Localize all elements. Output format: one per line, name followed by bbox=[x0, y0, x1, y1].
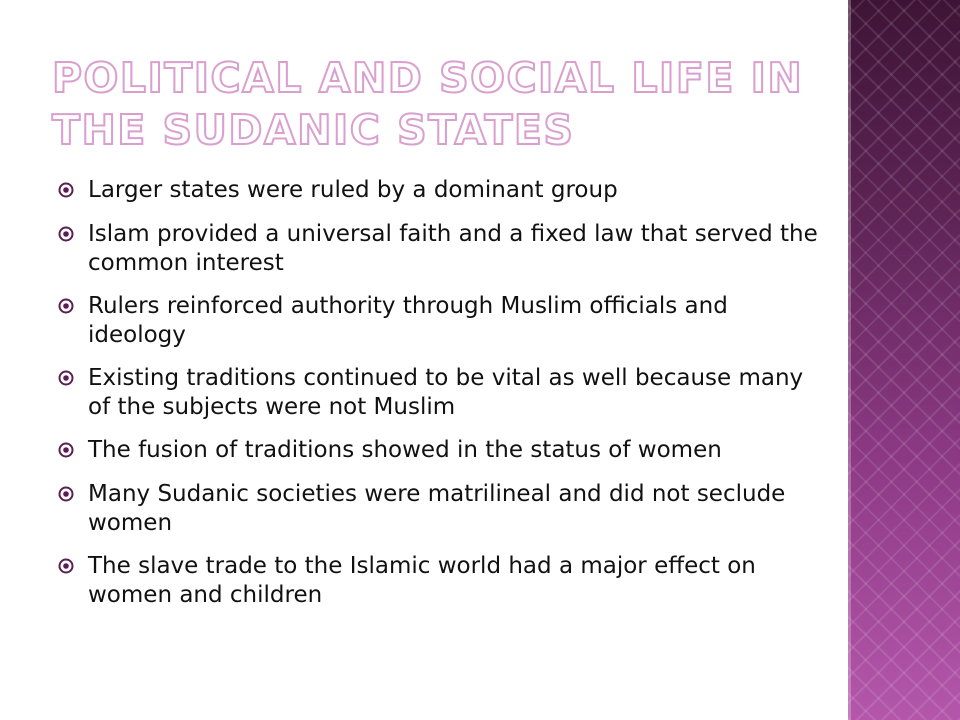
bullet-item bbox=[58, 550, 818, 610]
bullet-text: The fusion of traditions showed in the status of women bbox=[88, 437, 722, 463]
bullet-text: Many Sudanic societies were matrilineal and did not seclude women bbox=[88, 481, 786, 536]
bullet-text: The slave trade to the Islamic world had a major effect on women and children bbox=[88, 553, 756, 608]
bullet-text: Islam provided a universal faith and a fixed law that served the common interest bbox=[88, 221, 818, 276]
side-panel-edge bbox=[848, 0, 851, 720]
circled-dot-icon bbox=[58, 218, 88, 250]
bullet-item bbox=[58, 362, 818, 422]
circled-dot-icon bbox=[58, 362, 88, 394]
slide-title: POLITICAL AND SOCIAL LIFE IN THE SUDANIC STATES bbox=[52, 54, 804, 154]
bullet-item bbox=[58, 478, 818, 538]
circled-dot-icon bbox=[58, 290, 88, 322]
bullet-list bbox=[58, 174, 818, 622]
circled-dot-icon bbox=[58, 550, 88, 582]
circled-dot-icon bbox=[58, 174, 88, 206]
bullet-text: Existing traditions continued to be vital as well because many of the subjects were not Muslim bbox=[88, 365, 804, 420]
bullet-item bbox=[58, 174, 818, 206]
bullet-item bbox=[58, 218, 818, 278]
circled-dot-icon bbox=[58, 478, 88, 510]
circled-dot-icon bbox=[58, 434, 88, 466]
bullet-item bbox=[58, 434, 818, 466]
bullet-text: Larger states were ruled by a dominant group bbox=[88, 177, 618, 203]
decorative-side-panel bbox=[848, 0, 960, 720]
bullet-item bbox=[58, 290, 818, 350]
bullet-text: Rulers reinforced authority through Muslim officials and ideology bbox=[88, 293, 728, 348]
